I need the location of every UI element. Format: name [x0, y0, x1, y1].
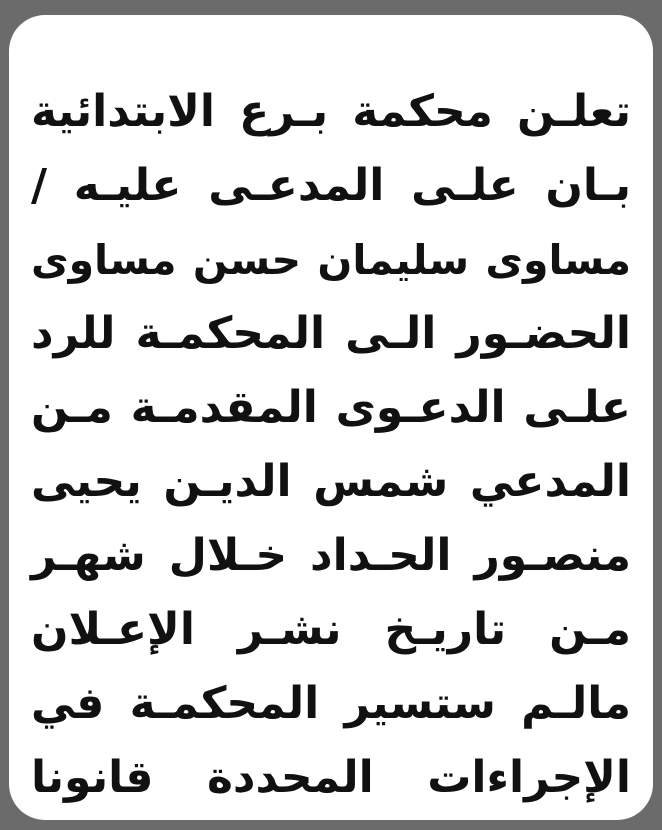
- notice-line-3: مساوى سليمان حسن مساوى: [31, 236, 631, 284]
- notice-line-6: المدعي شمس الديـن يحيى: [31, 456, 631, 507]
- notice-line-7: منصـور الحـداد خـلال شهـر: [31, 530, 631, 581]
- notice-line-8: مـن تاريـخ نشـر الإعـلان: [31, 604, 631, 655]
- court-notice-text: [31, 75, 631, 815]
- notice-line-1: تعلـن محكمة بـرع الابتدائية: [31, 86, 631, 137]
- notice-line-4: الحضـور الـى المحكمـة للرد: [31, 308, 631, 359]
- notice-card: [9, 15, 653, 820]
- notice-line-5: علـى الدعـوى المقدمـة مـن: [31, 382, 631, 433]
- notice-line-2: بـان علـى المدعـى عليـه /: [31, 160, 631, 211]
- notice-line-10: الإجراءات المحددة قانونا: [31, 752, 631, 803]
- notice-line-9: مالـم ستسير المحكمـة في: [31, 678, 631, 729]
